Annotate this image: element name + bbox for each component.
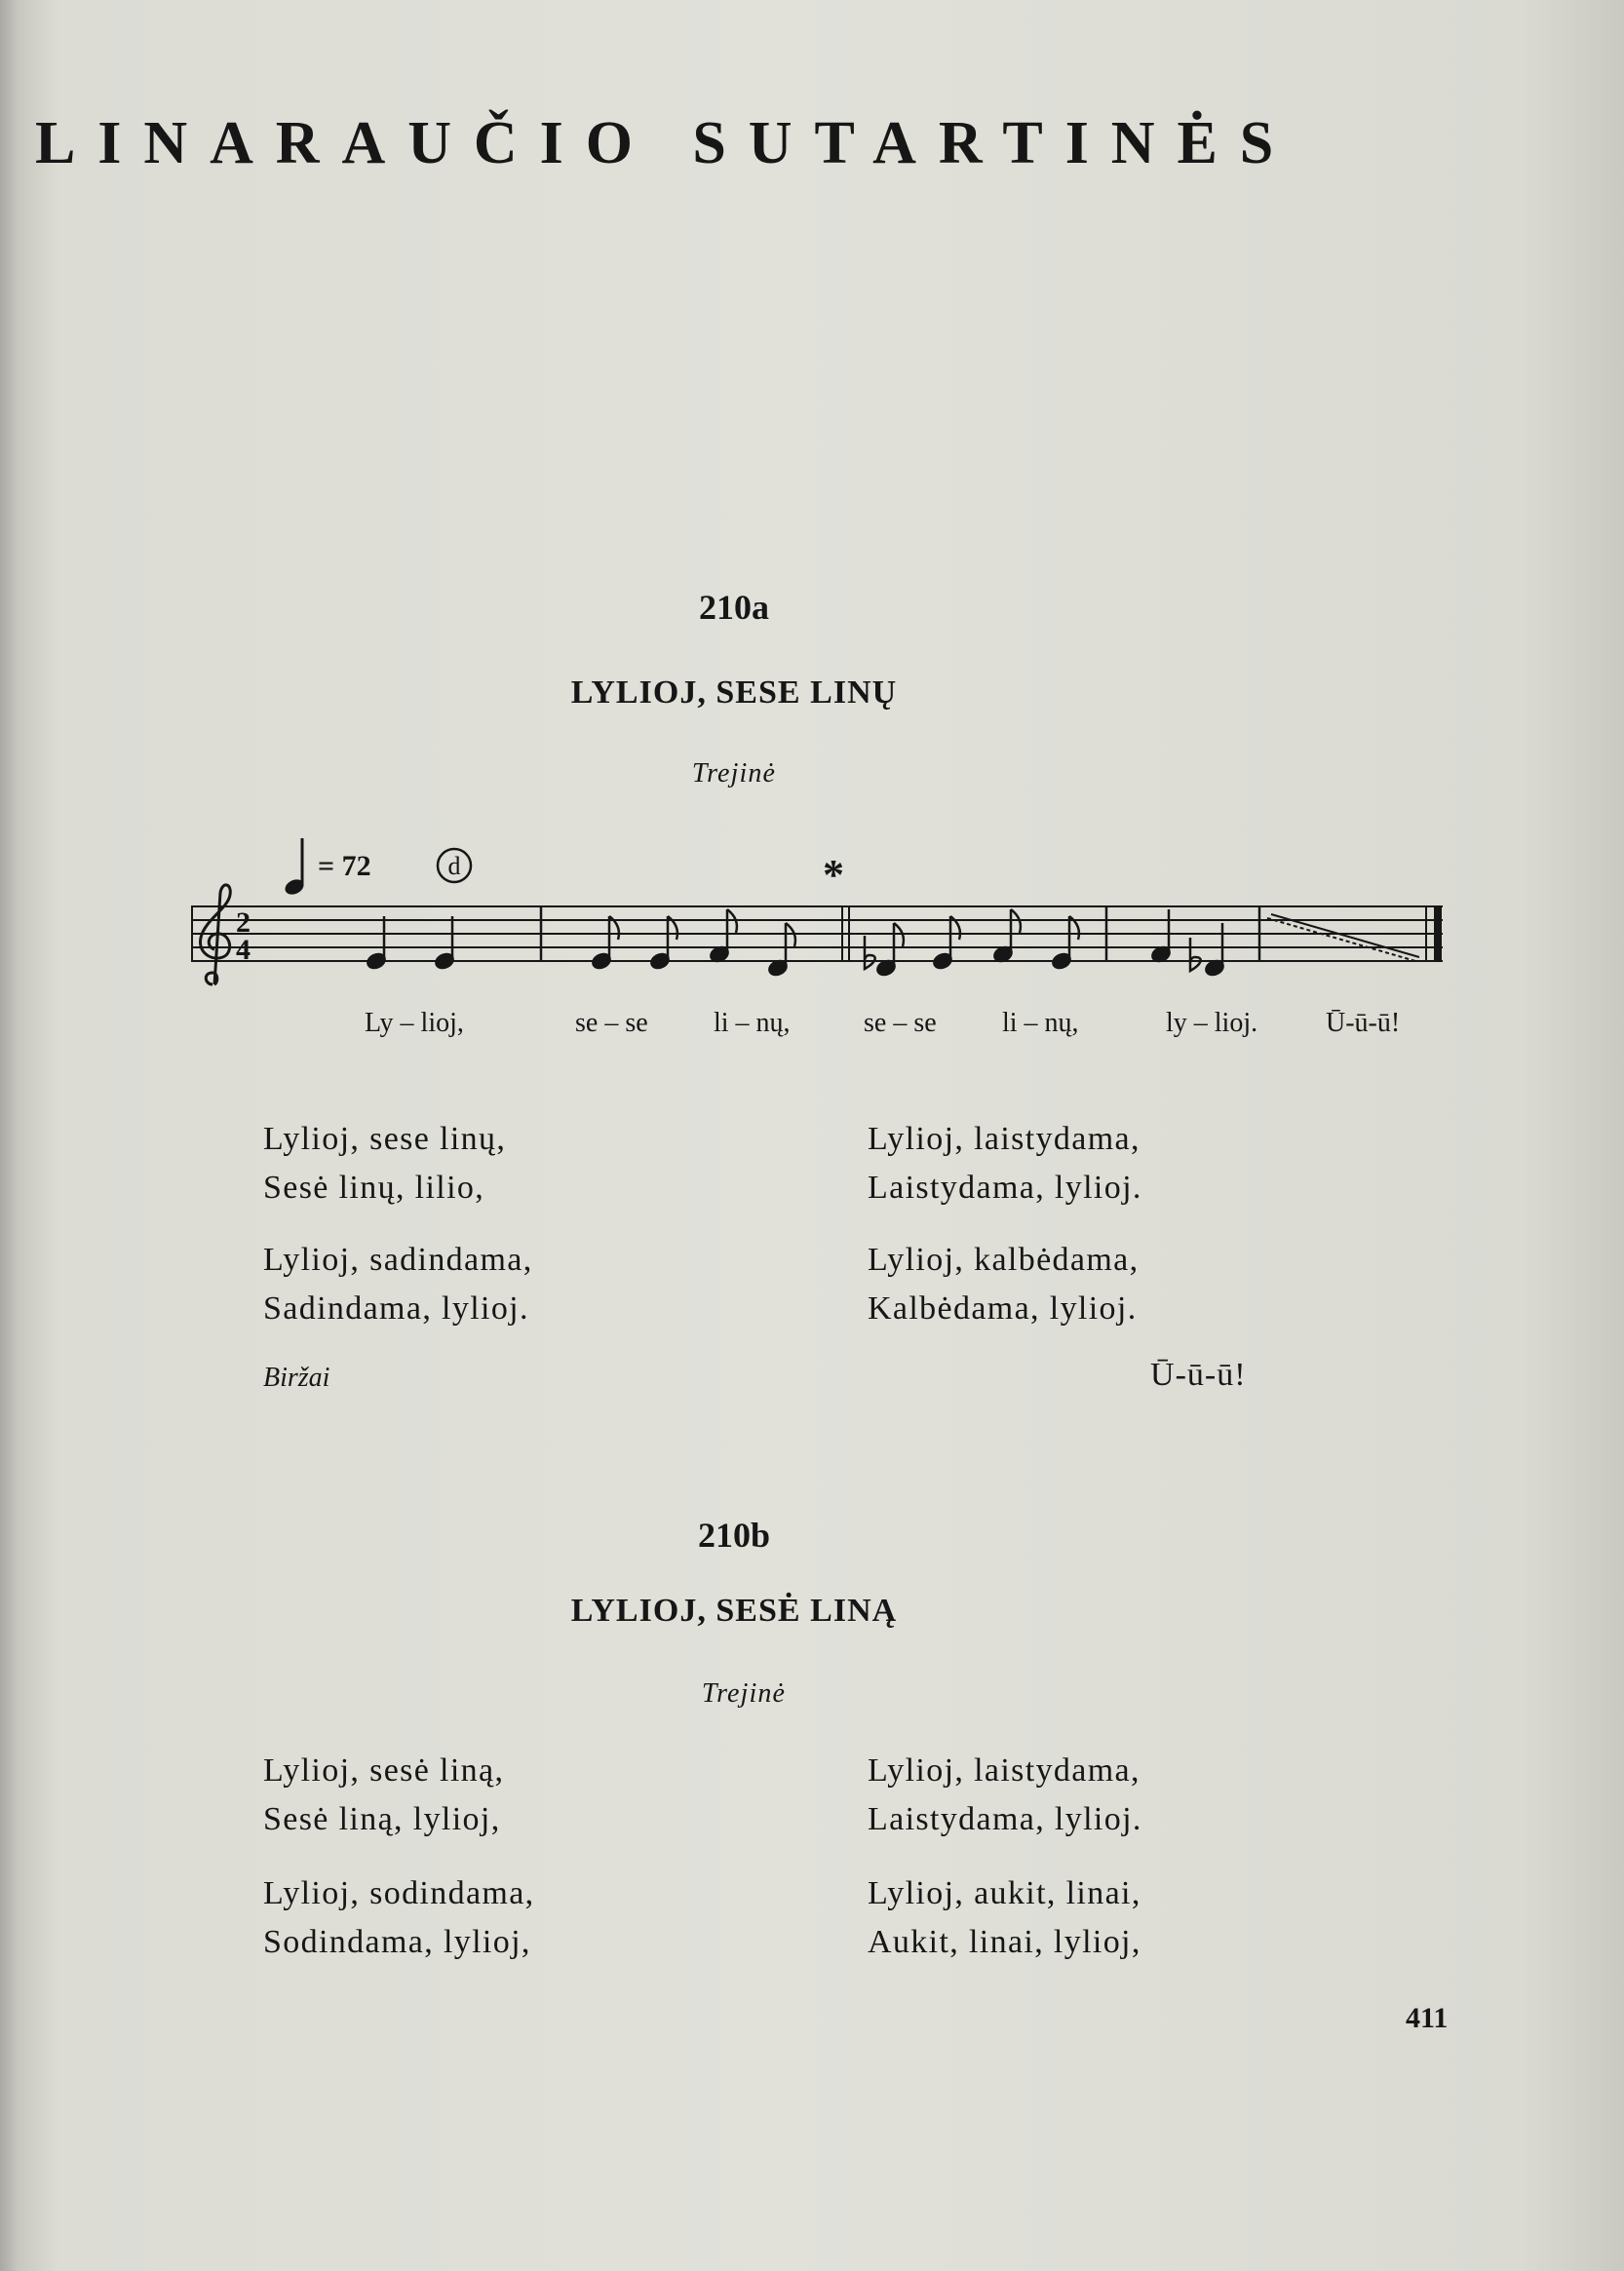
stanza: [868, 1236, 1139, 1333]
verse-line: Laistydama, lylioj.: [868, 1170, 1142, 1206]
flat-sign-icon: [865, 936, 875, 969]
verse-line: Lylioj, sese linų,: [263, 1121, 507, 1157]
lyric-syllable: li – nų,: [1002, 1008, 1079, 1038]
verse-line: Sodindama, lylioj,: [263, 1924, 531, 1960]
stanza: [263, 1869, 535, 1967]
final-bar-thick: [1434, 906, 1442, 961]
flat-sign-icon: [1190, 938, 1201, 971]
verse-line: Kalbėdama, lylioj.: [868, 1290, 1138, 1327]
glissando-line: [1267, 914, 1419, 961]
stanza: [263, 1747, 504, 1844]
stanza: [868, 1115, 1142, 1212]
song-title-210a: LYLIOJ, SESE LINŲ: [570, 674, 898, 711]
time-signature-bottom: 4: [236, 934, 251, 966]
verse-line: Lylioj, aukit, linai,: [868, 1875, 1141, 1911]
stanza: [263, 1115, 506, 1212]
lyric-syllable: li – nų,: [714, 1008, 791, 1038]
lyric-syllable: Ly – lioj,: [365, 1008, 464, 1038]
music-staff: [175, 877, 1462, 1014]
lyric-syllable: se – se: [864, 1008, 937, 1038]
closing-refrain: Ū-ū-ū!: [1150, 1357, 1247, 1393]
verse-line: Aukit, linai, lylioj,: [868, 1924, 1141, 1960]
tempo-marking: = 72: [318, 850, 371, 882]
lyric-syllable: se – se: [575, 1008, 648, 1038]
lyric-syllable: ly – lioj.: [1166, 1008, 1258, 1038]
verse-line: Laistydama, lylioj.: [868, 1801, 1142, 1837]
verse-line: Sesė liną, lylioj,: [263, 1801, 501, 1837]
verse-line: Lylioj, laistydama,: [868, 1121, 1141, 1157]
page-title: LINARAUČIO SUTARTINĖS: [35, 110, 1296, 176]
time-signature-top: 2: [236, 906, 251, 939]
page-number: 411: [1406, 2002, 1449, 2034]
verse-line: Lylioj, laistydama,: [868, 1752, 1141, 1789]
song-number-210a: 210a: [699, 588, 769, 627]
song-number-210b: 210b: [697, 1516, 771, 1555]
place-name: Biržai: [263, 1363, 330, 1393]
verse-line: Lylioj, sodindama,: [263, 1875, 535, 1911]
asterisk-mark: *: [823, 851, 844, 899]
stanza: [868, 1869, 1141, 1967]
verse-line: Lylioj, sesė liną,: [263, 1752, 505, 1789]
stanza: [868, 1747, 1142, 1844]
stanza: [263, 1236, 533, 1333]
mode-mark-letter: d: [447, 852, 461, 880]
verse-line: Sesė linų, lilio,: [263, 1170, 485, 1206]
lyric-syllable: Ū-ū-ū!: [1326, 1008, 1401, 1038]
song-subtitle-210b: Trejinė: [701, 1678, 787, 1709]
verse-line: Sadindama, lylioj.: [263, 1290, 529, 1327]
verse-line: Lylioj, sadindama,: [263, 1242, 533, 1278]
song-subtitle-210a: Trejinė: [691, 758, 777, 789]
verse-line: Lylioj, kalbėdama,: [868, 1242, 1140, 1278]
song-title-210b: LYLIOJ, SESĖ LINĄ: [570, 1593, 898, 1629]
